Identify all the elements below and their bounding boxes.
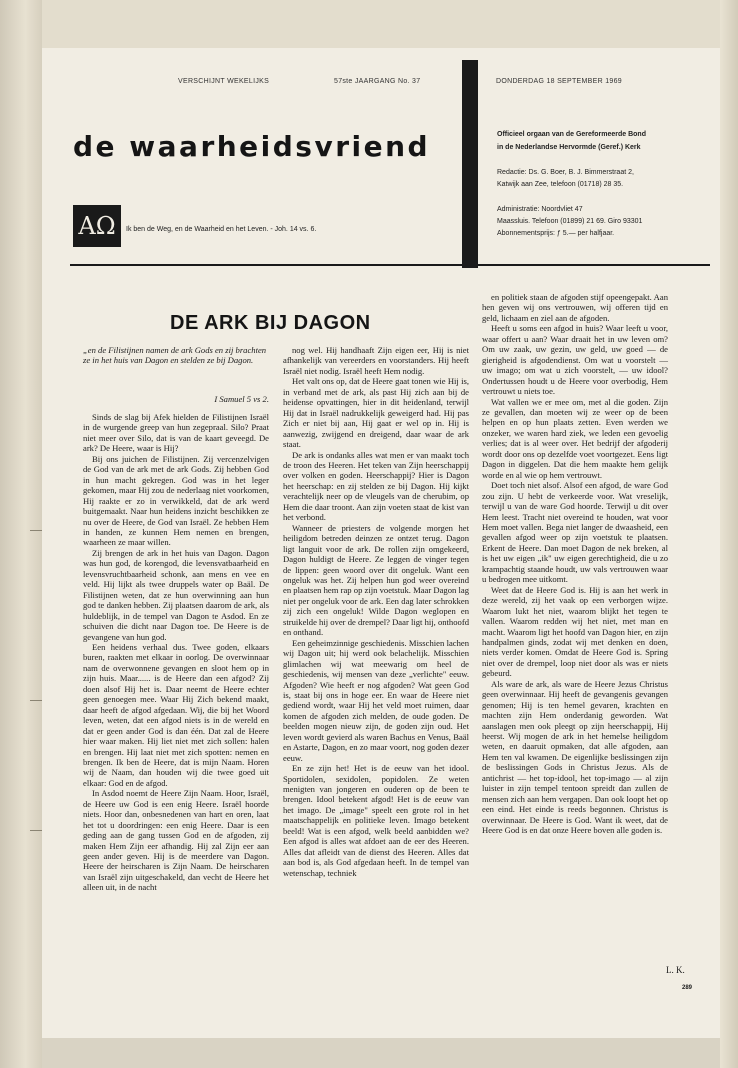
frequency-line: VERSCHIJNT WEKELIJKS (178, 78, 270, 85)
paragraph: nog wel. Hij handhaaft Zijn eigen eer, Hij is niet afhankelijk van vereerders en voorstanders. Hij heeft Israël niet nodig. Israël heeft Hem nodig. (283, 345, 469, 376)
book-gutter-left (0, 0, 42, 1068)
page-number: 289 (682, 985, 693, 991)
paragraph: Heeft u soms een afgod in huis? Waar leeft u voor, waar offert u aan? Waar draait het in uw leven om? Om uw zaak, uw gezin, uw geld, uw goed — de gierigheid is afgodendienst. Om wat u voorstelt — uw imago; om wat u zich voorstelt, — uw idool? Ondertussen houdt u de Heere voor overbodig, Hem vertrouwt u niets toe. (482, 323, 668, 397)
editors-line-1: Redactie: Ds. G. Boer, B. J. Bimmerstraat 2, (497, 169, 634, 176)
paragraph: Wanneer de priesters de volgende morgen het heiligdom betreden deinzen ze ontzet terug. Dagon ligt languit voor de ark. De rollen zijn omgekeerd, Dagon huldigt de Heere. Ze leggen de vinger tegen de lippen: geen woord over dit ongeluk. Want een ongeluk was het. Zij helpen hun god weer overeind en plaatsen hem rap op zijn voetstuk. Maar Dagon lag niet per ongeluk voor de ark. Een dag later schrokken zij zich een ongeluk! Wilde Dagon weglopen en struikelde hij over de drempel? Daar ligt hij, onthoofd en onthand. (283, 522, 469, 638)
editors-line-2: Katwijk aan Zee, telefoon (01718) 28 35. (497, 181, 624, 188)
paragraph: Wat vallen we er mee om, met al die goden. Zijn ze gevallen, dan moeten wij ze weer op de been helpen en op hun plaats zetten. Even werden we onzeker, we waren hard ziek, we leden een gevoelig verlies; dat is al weer over. Het bedrijf der afgoderij wordt door ons op dezelfde voet voortgezet. Eens ligt Dagon in diggelen. Dat die hem maakte hem gelijk worde en al wie op hem vertrouwt. (482, 396, 668, 480)
subscription-price: Abonnementsprijs: ƒ 5.— per halfjaar. (497, 230, 615, 237)
masthead-rule (70, 264, 710, 266)
newspaper-title: de waarheidsvriend (73, 130, 431, 163)
article-column-1 (83, 412, 269, 893)
volume-line: 57ste JAARGANG No. 37 (334, 78, 421, 85)
alpha-omega-logo: AΩ (73, 205, 121, 247)
article-column-2 (283, 345, 469, 878)
masthead-divider-bar (462, 60, 478, 268)
admin-line-2: Maassluis. Telefoon (01899) 21 69. Giro 93301 (497, 218, 643, 225)
epigraph: „en de Filistijnen namen de ark Gods en zij brachten ze in het huis van Dagon en stelden ze bij Dagon. (83, 345, 267, 366)
author-signature: L. K. (666, 965, 685, 975)
paragraph: en politiek staan de afgoden stijf opeengepakt. Aan hen geven wij ons vertrouwen, wij offeren tijd en geld, lichaam en ziel aan de afgoden. (482, 292, 668, 323)
paragraph: Zij brengen de ark in het huis van Dagon. Dagon was hun god, de korengod, die levensvatbaarheid en levensvruchtbaarheid schonk, aan mens en vee en veld. Hij lijkt als twee druppels water op Baäl. De Filistijnen weten, dat ze hun overwinning aan hun god te danken hebben. Zij plaatsen daarom de ark, als huldeblijk, in de tempel van Dagon te Asdod. En ze schuiven die dicht naar Dagon toe. De Heere is de gevangene van hun god. (83, 547, 269, 642)
page-crease (30, 830, 42, 831)
organ-line-1: Officieel orgaan van de Gereformeerde Bond (497, 131, 646, 138)
paragraph: De ark is ondanks alles wat men er van maakt toch de troon des Heeren. Het teken van Zijn heerschappij over volken en goden. Heerschappij? Hier is Dagon het heerschap: en zij stelden ze bij Dagon. Hij kijkt verachtelijk neer op de vleugels van de cherubim, op Hem die daar troont. Aan zijn voeten staat de kist van het verbond. (283, 449, 469, 523)
page-crease (30, 530, 42, 531)
paragraph: Sinds de slag bij Afek hielden de Filistijnen Israël in de wurgende greep van hun zegepraal. Silo? Praat niet meer over Silo, dat is van de kaart geveegd. De ark? De Heere, waar is Hij? (83, 412, 269, 454)
paragraph: In Asdod noemt de Heere Zijn Naam. Hoor, Israël, de Heere uw God is een enig Heere. Israël hoorde niets. Hoor dan, onbesnedenen van hart en oren, laat het tot u doordringen: een enig Heere. Daar is een geding aan de gang tussen God en de afgoden, zij maken Hem Zijn eer afhandig. Hij zal Zijn eer aan geen ander geven. Hij is de meerdere van Dagon. Heere der heirscharen is Zijn Naam. De heirscharen van Israël zijn uitgeschakeld, dan vecht de Heere het alleen uit, in de nacht (83, 788, 269, 893)
top-margin (42, 0, 720, 48)
paragraph: Als ware de ark, als ware de Heere Jezus Christus geen overwinnaar. Hij heeft de gevangenis gevangen genomen; Hij is ten hemel gevaren, krachten en machten zijn Hem onderdanig geworden. Wat aanslagen men ook pleegt op zijn heerschappij, Hij heerst. Wij mogen de ark in het hemelse heiligdom weten, en daaruit opmaken, dat alle afgoden, aan Hem ten val kwamen. De eigenlijke beslissingen zijn de beslissingen Gods in Christus Jezus. Als de antichrist — het top-idool, het top-imago — al zijn luister in zijn tempel tentoon spreidt dan zullen de mensen zich aan hem vergapen. Dan ook loopt het op een eind. Het einde is reeds begonnen. Christus is overwinnaar. De Heere is God. Want ik weet, dat de Heere God is en dat onze Heere boven alle goden is. (482, 678, 668, 836)
book-edge-right (720, 0, 738, 1068)
paragraph: Een geheimzinnige geschiedenis. Misschien lachen wij Dagon uit; hij werd ook belachelijk. Misschien glimlachen wij wat meewarig om heel de geschiedenis, wij mensen van deze „verlichte" eeuw. Afgoden? Wie heeft er nog afgoden? Wat geen God is, staat bij ons in hoge eer. En waar de Heere niet gediend wordt, waar Hij het veld moet ruimen, daar komen de afgoden zich melden, de oude goden. De beelden mogen nieuw zijn, de goden zijn oud. Het leven wordt gevierd als waren Bachus en Venus, Baäl en Astarte, Dagon, en zo maar voort, nog goden dezer eeuw. (283, 637, 469, 763)
paragraph: Bij ons juichen de Filistijnen. Zij vercenzelvigen de God van de ark met de ark Gods. Zij hebben God in hun macht gekregen. God was in het leger gekomen, maar Hij zou de nederlaag niet voorkomen, Hij raakte er zo in verwikkeld, dat de ark werd buitgemaakt. Naar hun heidens inzicht beschikken ze nu over de Heere, de God van Israël. Ze hebben Hem in handen, ze kunnen Hem nemen en brengen, waarheen ze maar willen. (83, 453, 269, 548)
epigraph-reference: I Samuel 5 vs 2. (214, 394, 269, 404)
paragraph: Doet toch niet alsof. Alsof een afgod, de ware God zou zijn. U hebt de verkeerde voor. Wat vreselijk, terwijl u van de ware God hoorde. Terwijl u dit over Hem leest. Tracht niet overeind te houden, wat voor Hem moet vallen. Bega niet langer de dwaasheid, een gevallen afgod weer op zijn voetstuk te plaatsen. Erkent de Heere. Dan moet Dagon de nek breken, al is het uw eigen „ik" uw eigen gerechtigheid, die u zo krampachtig staande houdt, uw vals vertrouwen waar u bedrogen mee uitkomt. (482, 480, 668, 585)
paragraph: Weet dat de Heere God is. Hij is aan het werk in deze wereld, zij het vaak op een verborgen wijze. Waarom lukt het niet, waarom blijkt het tegen te vallen. Waarom redden wij het niet, met man en macht. Waarom ligt het hoofd van Dagon hier, en zijn handpalmen ginds, zodat wij met denken en doen, niets verder komen. Omdat de Heere God is. Spring niet over de drempel, loop niet door als was er niets gebeurd. (482, 584, 668, 679)
paragraph: Een heidens verhaal dus. Twee goden, elkaars buren, raakten met elkaar in oorlog. De overwinnaar nam de overwonnene gevangen en sloot hem op in zijn huis. Maar...... is de Heere dan een afgod? Zij doen alsof Hij het is. Daar neemt de Heere echter geen genoegen mee. Waar Hij Zich bekend maakt, daar heeft de afgod afgedaan. Wij, die bij het Woord leven, weten, dat een afgod niets is in de wereld en dat er geen ander God is dan één. Dat zal de Heere hier waar maken. Hij liet niet met zich sollen: halen en brengen. Hij laat niet met zich spotten: nemen en brengen. Ik ben de Heere, dat is mijn Naam. Horen wij de Naam, dan houden wij die twee goed uit elkaar: God en de afgod. (83, 641, 269, 788)
motto: Ik ben de Weg, en de Waarheid en het Leven. - Joh. 14 vs. 6. (126, 226, 317, 233)
paragraph: En ze zijn het! Het is de eeuw van het idool. Sportidolen, sexidolen, popidolen. Ze weten menigten van jongeren en ouderen op de been te brengen. Idool betekent afgod! Het is de eeuw van het imago. De „image" speelt een grote rol in het maatschappelijk en politieke leven. Imago betekent beeld! Wat is een afgod, welk beeld aanbidden we? Een afgod is alles wat afdoet aan de eer des Heeren. Alles dat afleidt van de dienst des Heeren. Alles dat aan bod is, als God afgedaan heeft. In de tempel van wetenschap, techniek (283, 763, 469, 878)
article-headline: DE ARK BIJ DAGON (170, 312, 371, 334)
date-line: DONDERDAG 18 SEPTEMBER 1969 (496, 78, 622, 85)
page-crease (30, 700, 42, 701)
organ-line-2: in de Nederlandse Hervormde (Geref.) Kerk (497, 144, 641, 151)
article-column-3 (482, 292, 668, 836)
paragraph: Het valt ons op, dat de Heere gaat tonen wie Hij is, in verband met de ark, als past Hij zich aan bij de heidense opvattingen, hier in dit heidenland, terwijl Hij dat in Israël nadrukkelijk geweigerd had. Hij pas Zich er niet bij aan, Hij gaat er wel op in. Hij is aanwezig, zwijgend en dreigend, daar waar de ark staat. (283, 376, 469, 450)
admin-line-1: Administratie: Noordvliet 47 (497, 206, 583, 213)
